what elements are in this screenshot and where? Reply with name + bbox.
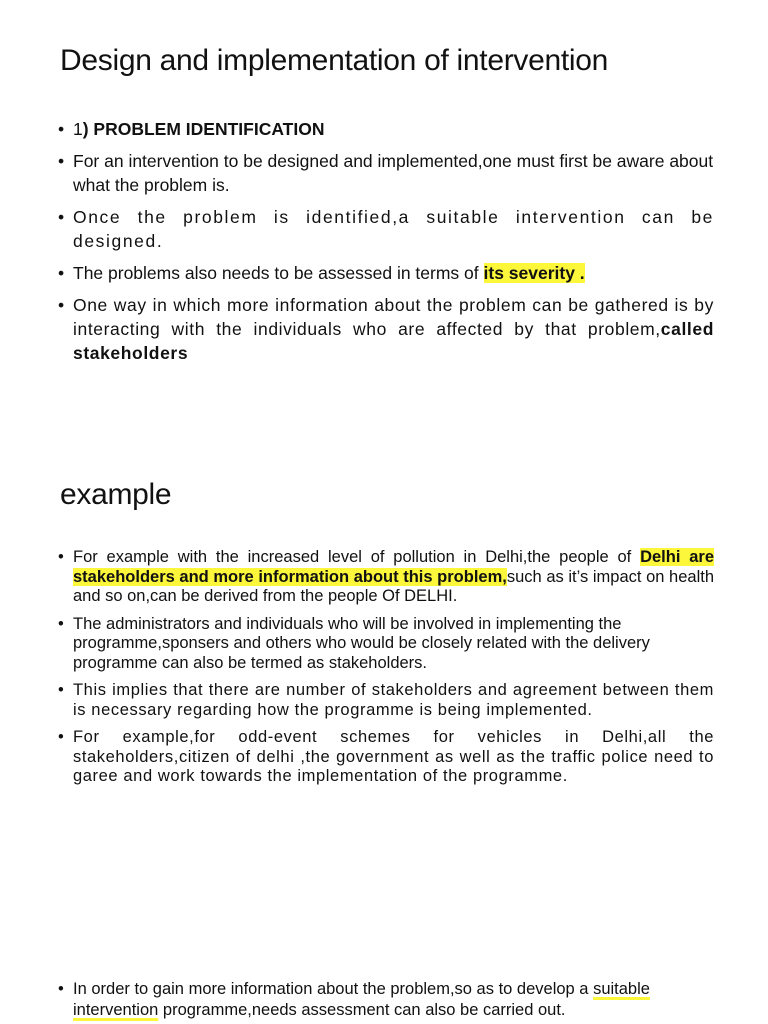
slide-title: Design and implementation of intervention: [60, 44, 609, 77]
bullet-text: One way in which more information about the problem can be gathered is by interacting with the individuals who are affected by that problem,: [73, 295, 714, 339]
highlighted-text: its severity .: [483, 263, 585, 283]
bullet-text: Once the problem is identified,a suitable intervention can be designed.: [73, 207, 714, 251]
bullet-item-agreement: [58, 681, 714, 720]
slide-design-implementation: [0, 0, 768, 470]
bullet-text: For example with the increased level of pollution in Delhi,the people of: [73, 548, 641, 566]
bold-text: called stakeholders: [73, 319, 714, 363]
underlined-text: suitable intervention: [73, 980, 650, 1019]
slide-example: [0, 470, 768, 940]
bullet-item-delhi-pollution: [58, 548, 714, 607]
bullet-number: 1: [73, 119, 83, 139]
bullet-text: programme,needs assessment can also be carried out.: [158, 1001, 566, 1019]
bullet-text: For an intervention to be designed and implemented,one must first be aware about what the problem is.: [73, 151, 714, 195]
slide-needs-assessment: [0, 940, 768, 1024]
bullet-item-administrators: [58, 615, 714, 674]
bullet-item-stakeholders: [58, 293, 714, 365]
bullet-text: For example,for odd-event schemes for vehicles in Delhi,all the stakeholders,citizen of delhi ,the government as well as the traffic police need to garee and work towards the implementation of the programme.: [73, 728, 714, 785]
highlighted-text: Delhi are stakeholders and more information about this problem,: [73, 548, 714, 586]
bullet-list: [58, 548, 714, 795]
bullet-text: This implies that there are number of stakeholders and agreement between them is necessary regarding how the programme is being implemented.: [73, 681, 714, 719]
bullet-item-odd-even: [58, 728, 714, 787]
bullet-text: In order to gain more information about the problem,so as to develop a: [73, 980, 594, 998]
bullet-item-severity: [58, 261, 714, 285]
bullet-item-aware-of-problem: [58, 149, 714, 197]
bullet-list: [58, 117, 714, 373]
bullet-item-needs-assessment: [58, 979, 714, 1021]
section-heading: ) PROBLEM IDENTIFICATION: [82, 119, 325, 139]
bullet-item-problem-identified: [58, 205, 714, 253]
bullet-text: The problems also needs to be assessed in terms of: [73, 263, 484, 283]
bullet-item-problem-identification: [58, 117, 714, 141]
slide-title: example: [60, 478, 172, 511]
bullet-text: such as it’s impact on health and so on,can be derived from the people Of DELHI.: [73, 567, 715, 605]
bullet-text: The administrators and individuals who will be involved in implementing the programme,sponsers and others who would be closely related with the delivery programme can also be termed as stakeholders.: [73, 614, 650, 672]
bullet-list: [58, 979, 714, 1021]
